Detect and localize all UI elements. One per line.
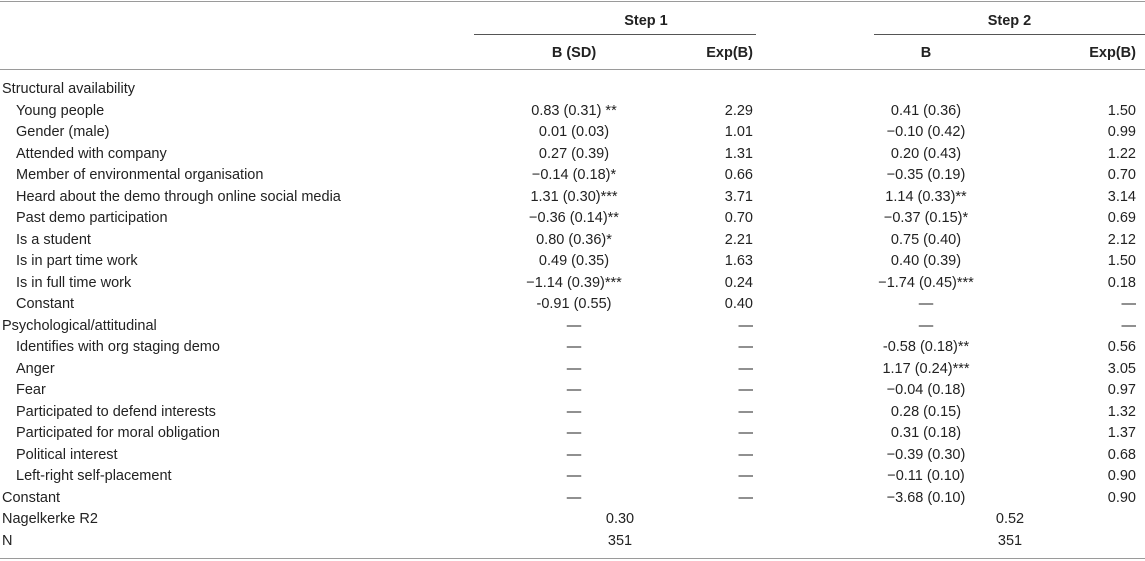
step1-b-cell: 0.80 (0.36)* [536,231,612,248]
row-label: Participated for moral obligation [16,425,220,441]
step1-exp-cell: 2.29 [724,102,753,119]
step2-b-cell: −0.04 (0.18) [886,382,966,398]
step1-exp-cell: 2.21 [724,231,753,248]
step2-exp-cell: 0.18 [1107,274,1136,291]
step1-b-cell: — [566,489,582,506]
row-label: Anger [16,360,55,377]
step1-b-cell: — [566,360,582,377]
step2-b-cell: — [918,296,934,312]
summary-step1-value: 0.30 [605,511,635,527]
table-row [0,294,1145,316]
step2-b-cell: 1.17 (0.24)*** [882,360,970,377]
row-label: Is in part time work [16,253,138,269]
step2-b-cell: 0.41 (0.36) [890,102,962,119]
step2-b-cell: — [918,317,934,334]
step1-b-cell: — [566,446,582,463]
table-row [0,208,1145,230]
step2-exp-cell: 1.50 [1107,102,1136,119]
row-label: Attended with company [16,145,167,162]
step1-b-cell: — [566,317,582,334]
step1-header: Step 1 [624,13,668,29]
table-row [0,423,1145,445]
table-row [0,122,1145,144]
step1-b-cell: 0.27 (0.39) [538,145,610,162]
table-top-rule [0,1,1145,2]
step1-exp-cell: 3.71 [724,188,753,205]
row-label: Psychological/attitudinal [2,317,157,334]
step1-b-cell: -0.91 (0.55) [536,296,612,312]
step1-b-cell: −1.14 (0.39)*** [526,274,622,291]
step1-exp-cell: 1.01 [724,124,753,140]
table-row [0,187,1145,209]
row-label: Political interest [16,446,118,463]
step1-b-cell: −0.14 (0.18)* [531,167,617,183]
row-label: Member of environmental organisation [16,167,264,183]
step2-exp-cell: 0.97 [1107,382,1136,398]
step2-exp-cell: 0.90 [1107,468,1136,484]
step2-exp-cell: 0.56 [1107,339,1136,355]
step2-exp-cell: 1.22 [1107,145,1136,162]
row-label: Is a student [16,231,91,248]
step2-exp-cell: 3.05 [1107,360,1136,377]
step1-exp-cell: — [738,446,753,463]
step1-b-cell: — [566,339,582,355]
step2-exp-cell: 1.50 [1107,253,1136,269]
row-label: Participated to defend interests [16,403,216,420]
row-label: Heard about the demo through online social media [16,188,341,205]
step1-b-cell: 0.83 (0.31) ** [531,102,617,119]
step2-exp-cell: 2.12 [1107,231,1136,248]
table-row [0,466,1145,488]
step2-b-cell: −3.68 (0.10) [886,489,966,506]
step2-b-cell: 0.31 (0.18) [890,425,962,441]
step2-underline [874,34,1145,35]
col-b-header: B [920,45,932,61]
step1-exp-cell: — [738,403,753,420]
step1-exp-cell: 1.31 [724,145,753,162]
header-bottom-rule [0,69,1145,70]
table-row [0,165,1145,187]
summary-label: N [2,532,13,549]
table-row [0,380,1145,402]
step2-b-cell: −0.37 (0.15)* [883,210,969,226]
step1-exp-cell: — [738,317,753,334]
table-bottom-rule [0,558,1145,559]
step2-b-cell: 0.40 (0.39) [890,253,962,269]
step2-exp-cell: 0.68 [1107,446,1136,463]
step2-exp-cell: 0.70 [1107,167,1136,183]
step1-exp-cell: — [738,425,753,441]
step2-b-cell: −0.39 (0.30) [886,446,966,463]
summary-step2-value: 351 [997,532,1023,549]
step1-exp-cell: 0.66 [724,167,753,183]
table-row [0,337,1145,359]
step2-b-cell: -0.58 (0.18)** [882,339,970,355]
step2-header: Step 2 [987,13,1032,29]
step2-b-cell: −1.74 (0.45)*** [878,274,974,291]
row-label: Is in full time work [16,274,132,291]
table-row [0,230,1145,252]
step1-b-cell: — [566,468,582,484]
step1-exp-cell: 0.70 [724,210,753,226]
step2-exp-cell: 0.90 [1107,489,1136,506]
step2-b-cell: 0.20 (0.43) [890,145,962,162]
table-row [0,445,1145,467]
step2-b-cell: 0.75 (0.40) [890,231,962,248]
table-row [0,79,1145,101]
row-label: Left-right self-placement [16,468,172,484]
step2-exp-cell: 1.32 [1107,403,1136,420]
row-label: Fear [16,382,46,398]
table-row [0,316,1145,338]
table-row [0,273,1145,295]
step1-b-cell: — [566,403,582,420]
col-b-sd-header: B (SD) [551,45,597,61]
step1-exp-cell: — [738,468,753,484]
step2-exp-cell: — [1121,317,1136,334]
step1-exp-cell: — [738,339,753,355]
table-row [0,488,1145,510]
step2-exp-cell: 0.69 [1107,210,1136,226]
step2-b-cell: 1.14 (0.33)** [885,188,967,205]
summary-step2-value: 0.52 [995,511,1025,527]
step1-exp-cell: 0.40 [724,296,753,312]
row-label: Gender (male) [16,124,110,140]
step1-exp-cell: — [738,382,753,398]
row-label: Constant [16,296,75,312]
step1-b-cell: 0.49 (0.35) [538,253,610,269]
step1-b-cell: — [566,425,582,441]
step1-exp-cell: — [738,489,753,506]
row-label: Structural availability [2,81,135,97]
row-label: Young people [16,102,105,119]
summary-step1-value: 351 [607,532,633,549]
table-row [0,359,1145,381]
step1-underline [474,34,756,35]
step1-exp-cell: 0.24 [724,274,753,291]
step1-b-cell: — [566,382,582,398]
step1-exp-cell: 1.63 [724,253,753,269]
table-row [0,101,1145,123]
step2-exp-cell: 1.37 [1107,425,1136,441]
col-exp2-header: Exp(B) [1089,45,1136,61]
step2-exp-cell: 3.14 [1107,188,1136,205]
step1-b-cell: 1.31 (0.30)*** [530,188,618,205]
row-label: Past demo participation [16,210,168,226]
step2-exp-cell: — [1121,296,1136,312]
table-row [0,251,1145,273]
step2-exp-cell: 0.99 [1107,124,1136,140]
summary-label: Nagelkerke R2 [2,511,98,527]
summary-row [0,531,1145,553]
table-row [0,144,1145,166]
table-row [0,402,1145,424]
step1-b-cell: 0.01 (0.03) [538,124,610,140]
step1-b-cell: −0.36 (0.14)** [529,210,619,226]
step2-b-cell: 0.28 (0.15) [890,403,962,420]
row-label: Constant [2,489,61,506]
step2-b-cell: −0.35 (0.19) [886,167,966,183]
summary-row [0,509,1145,531]
step2-b-cell: −0.10 (0.42) [886,124,966,140]
col-exp1-header: Exp(B) [706,45,753,61]
row-label: Identifies with org staging demo [16,339,220,355]
step2-b-cell: −0.11 (0.10) [887,468,965,484]
step1-exp-cell: — [738,360,753,377]
